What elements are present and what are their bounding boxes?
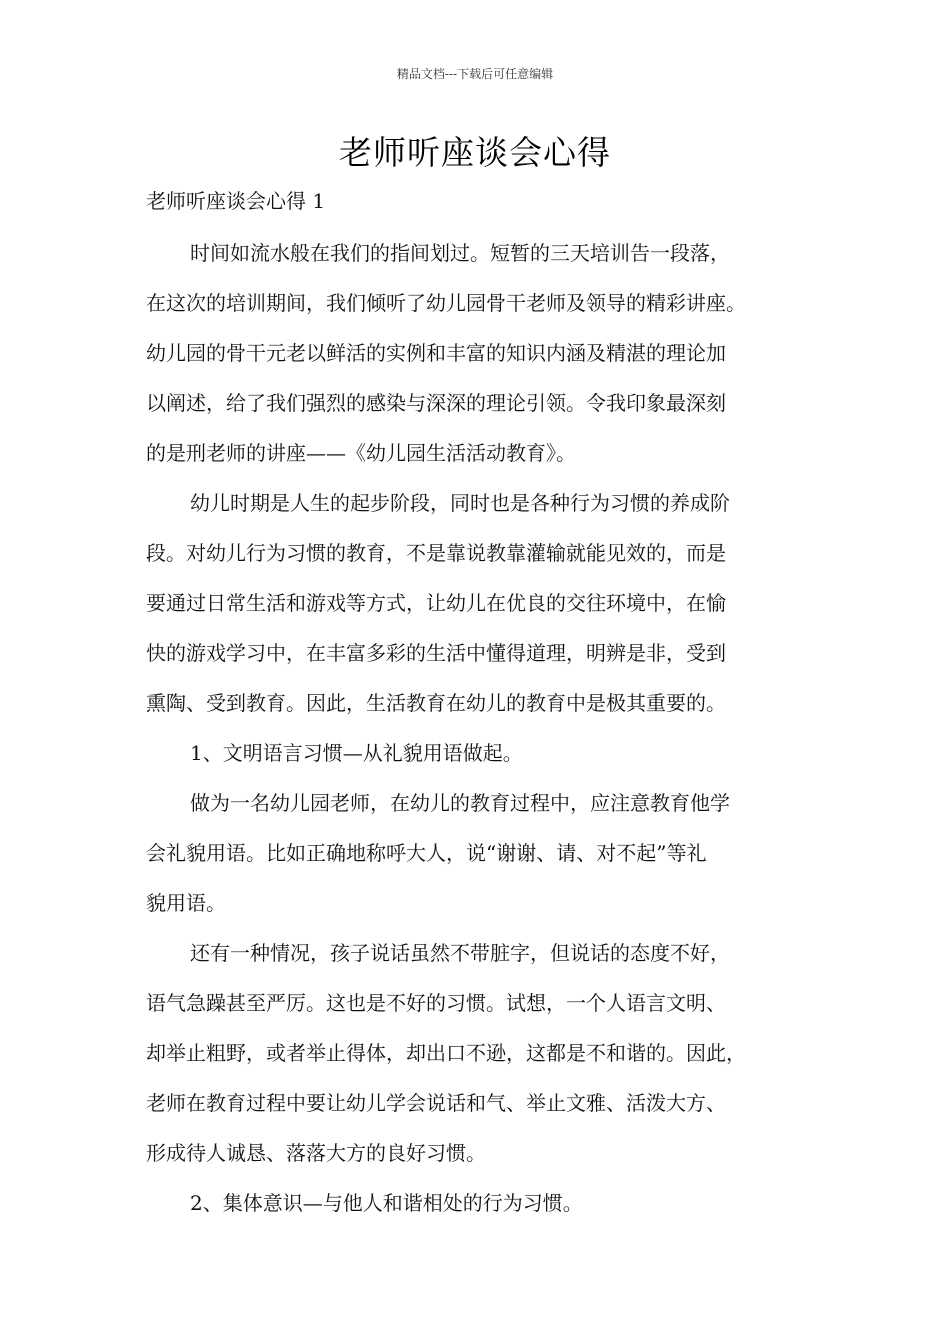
- text-line: 却举止粗野，或者举止得体，却出口不逊，这都是不和谐的。因此，: [146, 1041, 746, 1065]
- document-body: [146, 238, 811, 1238]
- text-line: 幼儿时期是人生的起步阶段，同时也是各种行为习惯的养成阶: [190, 491, 730, 515]
- text-line: 老师在教育过程中要让幼儿学会说话和气、举止文雅、活泼大方、: [146, 1091, 726, 1115]
- text-line: 还有一种情况，孩子说话虽然不带脏字，但说话的态度不好，: [190, 941, 730, 965]
- text-line: 1、文明语言习惯—从礼貌用语做起。: [190, 741, 523, 765]
- text-line: 会礼貌用语。比如正确地称呼大人，说“谢谢、请、对不起”等礼: [146, 841, 707, 865]
- text-line: 的是刑老师的讲座——《幼儿园生活活动教育》。: [146, 441, 576, 465]
- text-line: 快的游戏学习中，在丰富多彩的生活中懂得道理，明辨是非，受到: [146, 641, 726, 665]
- text-line: 形成待人诚恳、落落大方的良好习惯。: [146, 1141, 486, 1165]
- header-note: 精品文档---下载后可任意编辑: [396, 67, 554, 81]
- text-line: 以阐述，给了我们强烈的感染与深深的理论引领。令我印象最深刻: [146, 391, 726, 415]
- document-title: 老师听座谈会心得: [339, 133, 611, 172]
- text-line: 貌用语。: [146, 891, 226, 915]
- text-line: 语气急躁甚至严厉。这也是不好的习惯。试想，一个人语言文明、: [146, 991, 726, 1015]
- text-line: 在这次的培训期间，我们倾听了幼儿园骨干老师及领导的精彩讲座。: [146, 291, 746, 315]
- text-line: 做为一名幼儿园老师，在幼儿的教育过程中，应注意教育他学: [190, 791, 730, 815]
- text-line: 2、集体意识—与他人和谐相处的行为习惯。: [190, 1191, 583, 1215]
- text-line: 熏陶、受到教育。因此，生活教育在幼儿的教育中是极其重要的。: [146, 691, 726, 715]
- text-line: 时间如流水般在我们的指间划过。短暂的三天培训告一段落，: [190, 241, 730, 265]
- section-heading: 老师听座谈会心得 1: [146, 189, 326, 213]
- text-line: 幼儿园的骨干元老以鲜活的实例和丰富的知识内涵及精湛的理论加: [146, 341, 726, 365]
- text-line: 段。对幼儿行为习惯的教育，不是靠说教靠灌输就能见效的，而是: [146, 541, 726, 565]
- text-line: 要通过日常生活和游戏等方式，让幼儿在优良的交往环境中，在愉: [146, 591, 726, 615]
